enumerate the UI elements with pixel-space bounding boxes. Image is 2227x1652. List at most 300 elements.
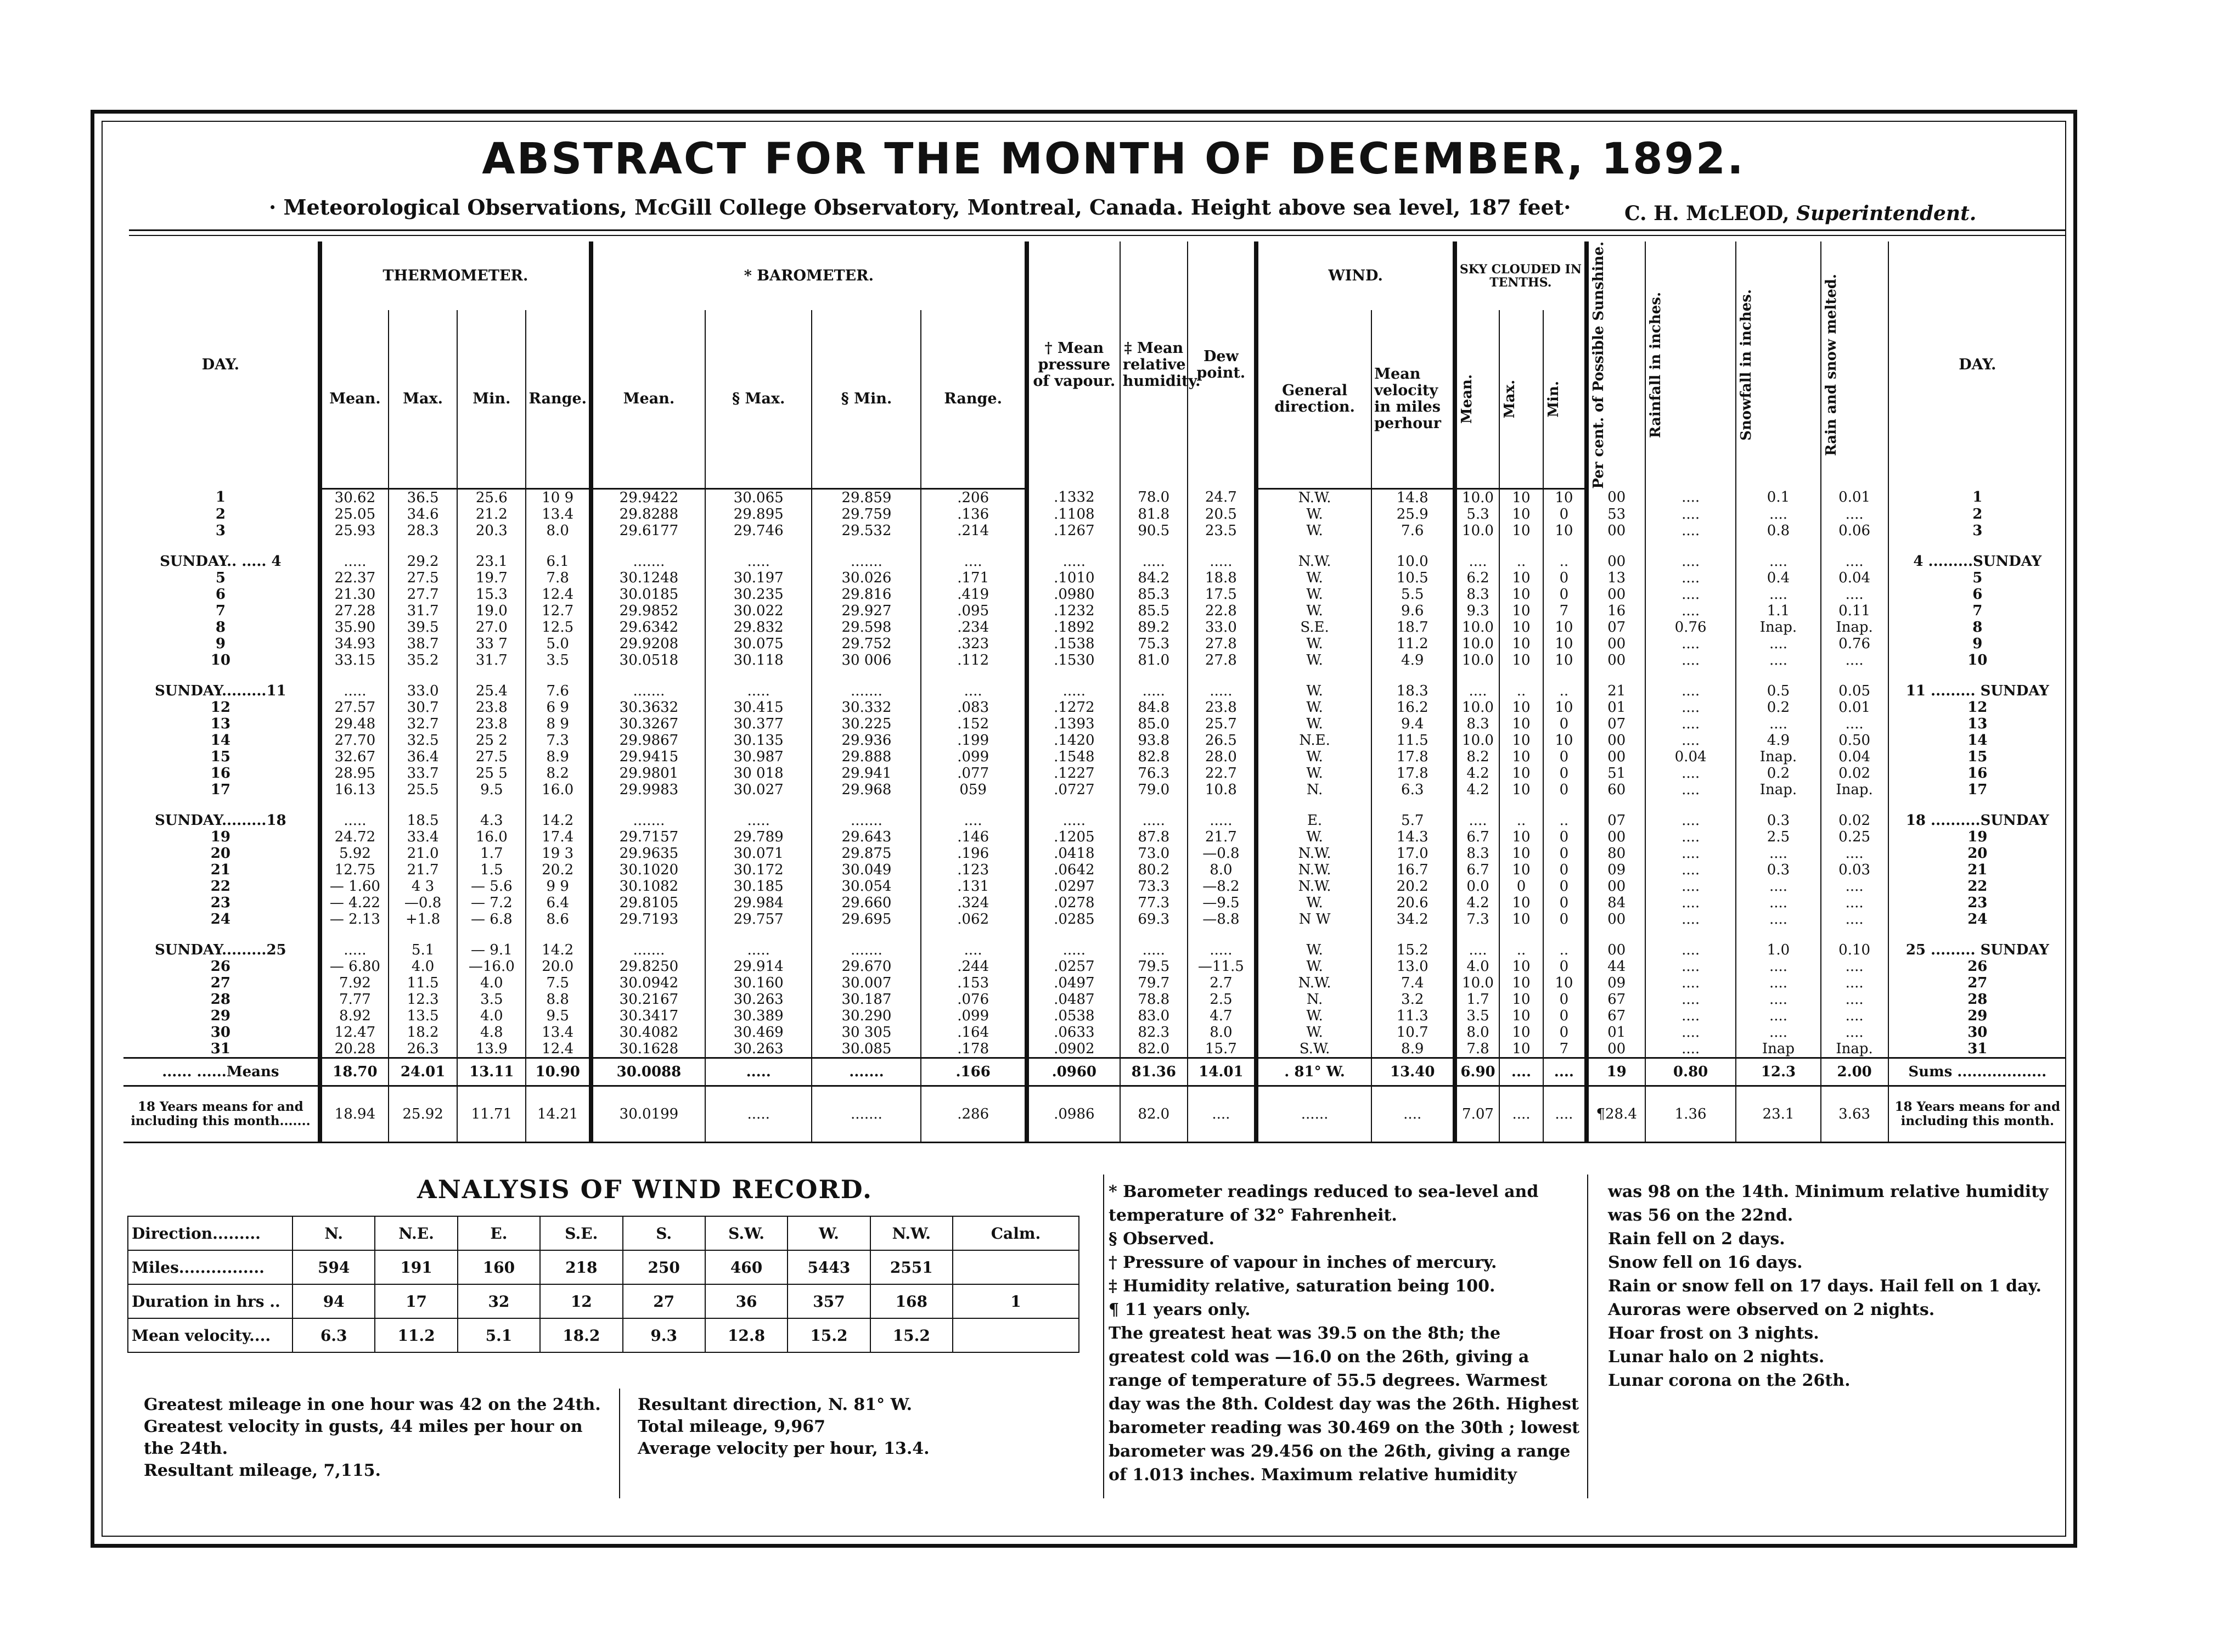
cell-rain: .... (1645, 942, 1736, 958)
cell-t-max: 35.2 (389, 652, 457, 683)
cell-melt: .... (1821, 878, 1888, 895)
cell: 30.0199 (591, 1086, 705, 1143)
wind-cell: 594 (293, 1250, 375, 1284)
cell-b-mean: 29.9208 (591, 636, 705, 652)
day-label-right: 17 (1888, 782, 2066, 812)
cell-s-min: 10 (1543, 652, 1586, 683)
cell-s-max: 10 (1499, 636, 1544, 652)
cell-vap: .0902 (1027, 1041, 1120, 1058)
cell-t-rng: 6.1 (526, 553, 591, 570)
cell-dew: 15.7 (1188, 1041, 1256, 1058)
wind-row-velocity (128, 1318, 1079, 1352)
wind-row-miles (128, 1250, 1079, 1284)
cell-t-rng: 20.2 (526, 862, 591, 878)
cell: .... (1499, 1058, 1544, 1086)
cell-b-rng: .112 (921, 652, 1026, 683)
cell-dew: —9.5 (1188, 895, 1256, 911)
cell-sun: 07 (1587, 619, 1645, 636)
wind-row-label: Mean velocity.... (128, 1318, 293, 1352)
wind-cell: 32 (458, 1284, 540, 1318)
cell-s-max: 10 (1499, 489, 1544, 507)
cell-b-max: 30.075 (705, 636, 812, 652)
cell-s-min: 0 (1543, 506, 1586, 522)
cell-dew: —0.8 (1188, 845, 1256, 862)
cell-vel: 7.6 (1371, 522, 1455, 553)
cell-hum: 89.2 (1120, 619, 1188, 636)
cell-s-min: 0 (1543, 570, 1586, 586)
cell-hum: 85.5 (1120, 603, 1188, 619)
cell-rain: .... (1645, 570, 1736, 586)
cell-t-max: 21.7 (389, 862, 457, 878)
cell-vel: 11.5 (1371, 732, 1455, 749)
wind-row-label: Direction......... (128, 1216, 293, 1250)
cell-b-rng: .206 (921, 489, 1026, 507)
cell-t-min: 9.5 (457, 782, 526, 812)
day-label: SUNDAY.........25 (155, 942, 286, 959)
cell-t-rng: 3.5 (526, 652, 591, 683)
cell-b-rng: .... (921, 942, 1026, 958)
day-label: SUNDAY.........11 (155, 683, 286, 700)
cell-b-mean: 30.0185 (591, 586, 705, 603)
avg-label: 18 Years means for and including this month....... (123, 1086, 320, 1143)
cell-b-rng: .164 (921, 1024, 1026, 1041)
cell-t-min: 25.6 (457, 489, 526, 507)
day-label: 7 (215, 603, 226, 620)
day-label-right: 22 (1888, 878, 2066, 895)
cell-rain: .... (1645, 958, 1736, 975)
day-label-right: 10 (1888, 652, 2066, 683)
cell-dir: W. (1256, 765, 1371, 782)
wind-cell: 15.2 (788, 1318, 870, 1352)
analysis-title: ANALYSIS OF WIND RECORD. (417, 1175, 873, 1204)
cell-s-mean: 8.0 (1455, 1024, 1499, 1041)
cell-snow: 1.0 (1736, 942, 1820, 958)
sums-label: Sums .................. (1888, 1058, 2066, 1086)
day-label: 31 (210, 1041, 230, 1058)
cell-vel: 14.3 (1371, 829, 1455, 845)
cell-b-max: 30.469 (705, 1024, 812, 1041)
cell-snow: .... (1736, 506, 1820, 522)
cell-dew: 33.0 (1188, 619, 1256, 636)
wind-cell: 12.8 (705, 1318, 788, 1352)
cell-t-max: 18.5 (389, 812, 457, 829)
cell-b-mean: 29.6342 (591, 619, 705, 636)
stats-mid-line: Resultant direction, N. 81° W. (638, 1395, 913, 1414)
cell-sun: 09 (1587, 975, 1645, 991)
header-sky-min-label: Min. (1545, 380, 1562, 418)
means-row (123, 1058, 2066, 1086)
cell-t-min: 25 5 (457, 765, 526, 782)
summary-body (123, 1058, 2066, 1143)
header-b-min: § Min. (812, 310, 921, 488)
cell-sun: 00 (1587, 636, 1645, 652)
cell-b-mean: 29.9867 (591, 732, 705, 749)
wind-cell: 250 (623, 1250, 705, 1284)
cell-vel: 15.2 (1371, 942, 1455, 958)
cell-t-mean: — 2.13 (320, 911, 389, 942)
cell-sun: 00 (1587, 942, 1645, 958)
table-row (123, 812, 2066, 829)
cell-melt: 0.01 (1821, 699, 1888, 716)
cell-rain: .... (1645, 782, 1736, 812)
cell-vap: .1232 (1027, 603, 1120, 619)
cell-b-max: 30 018 (705, 765, 812, 782)
cell-dew: ..... (1188, 553, 1256, 570)
cell-t-rng: 17.4 (526, 829, 591, 845)
cell-melt: .... (1821, 991, 1888, 1008)
cell-s-mean: 0.0 (1455, 878, 1499, 895)
table-row (123, 553, 2066, 570)
cell-b-max: 29.984 (705, 895, 812, 911)
cell-b-max: 30.185 (705, 878, 812, 895)
cell-vap: .1548 (1027, 749, 1120, 765)
table-row (123, 603, 2066, 619)
cell-t-mean: 20.28 (320, 1041, 389, 1058)
cell-melt: 0.01 (1821, 489, 1888, 507)
wind-row-duration (128, 1284, 1079, 1318)
cell-hum: 83.0 (1120, 1008, 1188, 1024)
cell-dew: 22.7 (1188, 765, 1256, 782)
cell-snow: Inap. (1736, 749, 1820, 765)
table-row (123, 878, 2066, 895)
cell-dew: 4.7 (1188, 1008, 1256, 1024)
cell-t-mean: — 1.60 (320, 878, 389, 895)
wind-cell (953, 1250, 1079, 1284)
day-label-right: 16 (1888, 765, 2066, 782)
cell-t-mean: 30.62 (320, 489, 389, 507)
cell-b-max: 30.027 (705, 782, 812, 812)
table-row (123, 716, 2066, 732)
cell-s-mean: 6.2 (1455, 570, 1499, 586)
cell-hum: 84.8 (1120, 699, 1188, 716)
cell-snow: 0.4 (1736, 570, 1820, 586)
cell-b-rng: .199 (921, 732, 1026, 749)
cell-t-max: 39.5 (389, 619, 457, 636)
day-label-right: 11 ......... SUNDAY (1888, 683, 2066, 699)
cell-b-min: 30 006 (812, 652, 921, 683)
cell-s-max: 10 (1499, 958, 1544, 975)
cell-hum: ..... (1120, 942, 1188, 958)
cell-snow: 0.5 (1736, 683, 1820, 699)
cell-vel: 17.8 (1371, 765, 1455, 782)
cell-b-rng: .131 (921, 878, 1026, 895)
wind-analysis-body (128, 1216, 1079, 1352)
wind-cell: 36 (705, 1284, 788, 1318)
day-label: SUNDAY.. ..... 4 (160, 553, 282, 570)
cell-b-rng: .062 (921, 911, 1026, 942)
cell-t-mean: 32.67 (320, 749, 389, 765)
cell-b-mean: 29.6177 (591, 522, 705, 553)
cell-dir: N. (1256, 782, 1371, 812)
cell-b-rng: .077 (921, 765, 1026, 782)
cell-t-rng: 8.9 (526, 749, 591, 765)
cell-dir: W. (1256, 570, 1371, 586)
day-label: 1 (215, 489, 226, 506)
cell-b-min: 30.225 (812, 716, 921, 732)
cell-b-rng: .153 (921, 975, 1026, 991)
cell-s-min: 0 (1543, 782, 1586, 812)
cell-s-max: 10 (1499, 1024, 1544, 1041)
cell-dir: W. (1256, 829, 1371, 845)
day-label-right: 5 (1888, 570, 2066, 586)
day-label-right: 30 (1888, 1024, 2066, 1041)
cell-dir: W. (1256, 683, 1371, 699)
cell-dew: 17.5 (1188, 586, 1256, 603)
cell-s-max: 10 (1499, 716, 1544, 732)
cell-b-min: 30.332 (812, 699, 921, 716)
cell-vel: 25.9 (1371, 506, 1455, 522)
cell-melt: 0.04 (1821, 749, 1888, 765)
cell-snow: .... (1736, 845, 1820, 862)
header-sky-min (1543, 310, 1586, 488)
cell-t-mean: 24.72 (320, 829, 389, 845)
cell-s-max: 10 (1499, 895, 1544, 911)
cell-dir: W. (1256, 942, 1371, 958)
cell-sun: 00 (1587, 1041, 1645, 1058)
wind-cell: 168 (870, 1284, 953, 1318)
cell-s-max: 10 (1499, 603, 1544, 619)
cell-t-mean: 7.92 (320, 975, 389, 991)
wind-cell: Calm. (953, 1216, 1079, 1250)
table-row (123, 586, 2066, 603)
table-row (123, 782, 2066, 812)
cell-sun: 00 (1587, 652, 1645, 683)
header-general-direction: General direction. (1256, 310, 1371, 488)
cell: .... (1543, 1058, 1586, 1086)
notes2-line: Auroras were observed on 2 nights. (1608, 1300, 1935, 1319)
cell-sun: 80 (1587, 845, 1645, 862)
cell-s-mean: 3.5 (1455, 1008, 1499, 1024)
header-sunshine (1587, 241, 1645, 489)
cell-b-max: 29.914 (705, 958, 812, 975)
cell-hum: 93.8 (1120, 732, 1188, 749)
cell-b-rng: .214 (921, 522, 1026, 553)
header-b-mean: Mean. (591, 310, 705, 488)
day-label: SUNDAY.........18 (155, 812, 286, 829)
cell-dir: S.W. (1256, 1041, 1371, 1058)
cell-hum: 90.5 (1120, 522, 1188, 553)
cell-vap: .0497 (1027, 975, 1120, 991)
cell-rain: 0.76 (1645, 619, 1736, 636)
cell-melt: .... (1821, 845, 1888, 862)
stats-left-line: Greatest mileage in one hour was 42 on the 24th. (144, 1395, 601, 1414)
cell-dir: W. (1256, 958, 1371, 975)
cell-b-rng: .... (921, 683, 1026, 699)
cell-t-rng: 7.5 (526, 975, 591, 991)
cell-sun: 44 (1587, 958, 1645, 975)
cell-vap: .0257 (1027, 958, 1120, 975)
cell-s-max: 10 (1499, 586, 1544, 603)
header-t-mean: Mean. (320, 310, 389, 488)
cell-t-min: 25 2 (457, 732, 526, 749)
cell: .0986 (1027, 1086, 1120, 1143)
cell-rain: .... (1645, 553, 1736, 570)
cell-t-min: 3.5 (457, 991, 526, 1008)
cell-s-mean: 4.2 (1455, 782, 1499, 812)
cell-t-mean: 34.93 (320, 636, 389, 652)
cell-t-max: 33.7 (389, 765, 457, 782)
notes2-line: Snow fell on 16 days. (1608, 1253, 1803, 1272)
cell-dir: N.W. (1256, 975, 1371, 991)
cell: 12.3 (1736, 1058, 1820, 1086)
cell-s-mean: 8.2 (1455, 749, 1499, 765)
cell-snow: 0.2 (1736, 699, 1820, 716)
cell-s-max: 10 (1499, 1008, 1544, 1024)
cell-s-max: 10 (1499, 845, 1544, 862)
cell-rain: .... (1645, 586, 1736, 603)
cell-s-min: 10 (1543, 636, 1586, 652)
cell-b-max: 30.135 (705, 732, 812, 749)
header-t-range: Range. (526, 310, 591, 488)
cell-hum: ..... (1120, 812, 1188, 829)
cell-t-rng: 20.0 (526, 958, 591, 975)
cell-dir: N.W. (1256, 845, 1371, 862)
cell-dir: N.W. (1256, 878, 1371, 895)
header-mean-velocity: Mean velocity in miles perhour (1371, 310, 1455, 488)
header-wind: WIND. (1256, 241, 1455, 310)
cell-vap: ..... (1027, 683, 1120, 699)
cell-b-mean: 30.1082 (591, 878, 705, 895)
cell-sun: 51 (1587, 765, 1645, 782)
cell-t-mean: ..... (320, 942, 389, 958)
wind-cell: E. (458, 1216, 540, 1250)
cell-t-max: 11.5 (389, 975, 457, 991)
cell-t-rng: 14.2 (526, 812, 591, 829)
avg-label-right: 18 Years means for and including this month. (1888, 1086, 2066, 1143)
cell: ..... (705, 1058, 812, 1086)
cell-s-min: 0 (1543, 895, 1586, 911)
cell-melt: 0.04 (1821, 570, 1888, 586)
wind-cell: N.E. (375, 1216, 457, 1250)
cell-s-min: 0 (1543, 1008, 1586, 1024)
cell-t-rng: 10 9 (526, 489, 591, 507)
cell-dew: —8.8 (1188, 911, 1256, 942)
cell-s-max: 10 (1499, 522, 1544, 553)
day-label: 8 (215, 619, 226, 636)
day-label: 19 (210, 829, 230, 846)
cell-s-mean: 10.0 (1455, 652, 1499, 683)
cell-t-min: 19.7 (457, 570, 526, 586)
cell-b-max: 29.832 (705, 619, 812, 636)
cell-vap: .0980 (1027, 586, 1120, 603)
cell-s-max: .. (1499, 942, 1544, 958)
cell-t-mean: 12.75 (320, 862, 389, 878)
cell-s-mean: 1.7 (1455, 991, 1499, 1008)
cell-s-max: 10 (1499, 862, 1544, 878)
cell-vap: .1530 (1027, 652, 1120, 683)
cell-b-rng: .083 (921, 699, 1026, 716)
cell-b-min: 29.643 (812, 829, 921, 845)
header-sky-max-label: Max. (1501, 380, 1518, 419)
header-day-right: DAY. (1888, 241, 2066, 489)
cell-b-rng: .171 (921, 570, 1026, 586)
day-label-right: 3 (1888, 522, 2066, 553)
table-row (123, 1008, 2066, 1024)
day-label-right: 29 (1888, 1008, 2066, 1024)
cell-t-max: 18.2 (389, 1024, 457, 1041)
cell-b-mean: 29.9801 (591, 765, 705, 782)
cell-t-min: 1.5 (457, 862, 526, 878)
cell-hum: ..... (1120, 553, 1188, 570)
cell-sun: 07 (1587, 716, 1645, 732)
cell-hum: 77.3 (1120, 895, 1188, 911)
table-row (123, 570, 2066, 586)
cell-t-rng: 9 9 (526, 878, 591, 895)
cell-dir: W. (1256, 895, 1371, 911)
cell-rain: .... (1645, 895, 1736, 911)
cell-t-min: — 6.8 (457, 911, 526, 942)
day-label: 20 (210, 845, 230, 862)
observations-table (123, 241, 2066, 1143)
cell-t-rng: 7.6 (526, 683, 591, 699)
cell-b-min: ....... (812, 812, 921, 829)
cell-b-rng: .123 (921, 862, 1026, 878)
cell-hum: 79.0 (1120, 782, 1188, 812)
cell-dir: W. (1256, 1008, 1371, 1024)
day-label-right: 18 ..........SUNDAY (1888, 812, 2066, 829)
notes2-line: Rain fell on 2 days. (1608, 1229, 1785, 1249)
cell-t-rng: 16.0 (526, 782, 591, 812)
cell: ¶28.4 (1587, 1086, 1645, 1143)
day-label: 27 (210, 975, 230, 992)
notes1-line: ‡ Humidity relative, saturation being 100. (1109, 1277, 1495, 1296)
cell: 0.80 (1645, 1058, 1736, 1086)
cell-hum: 81.8 (1120, 506, 1188, 522)
wind-cell: 9.3 (623, 1318, 705, 1352)
cell-s-min: .. (1543, 942, 1586, 958)
cell-t-rng: 5.0 (526, 636, 591, 652)
cell-b-rng: .076 (921, 991, 1026, 1008)
cell-b-mean: 29.9635 (591, 845, 705, 862)
cell-b-min: 30.007 (812, 975, 921, 991)
cell-t-max: 4.0 (389, 958, 457, 975)
cell: 13.11 (457, 1058, 526, 1086)
cell-t-min: 13.9 (457, 1041, 526, 1058)
cell-rain: .... (1645, 765, 1736, 782)
cell-t-max: —0.8 (389, 895, 457, 911)
cell-rain: .... (1645, 506, 1736, 522)
cell-snow: .... (1736, 991, 1820, 1008)
cell-melt: 0.06 (1821, 522, 1888, 553)
cell-hum: 78.8 (1120, 991, 1188, 1008)
cell-vap: .0487 (1027, 991, 1120, 1008)
cell-vap: .0727 (1027, 782, 1120, 812)
cell-dir: N.E. (1256, 732, 1371, 749)
wind-cell: S. (623, 1216, 705, 1250)
wind-cell (953, 1318, 1079, 1352)
wind-cell: 1 (953, 1284, 1079, 1318)
cell-b-min: ....... (812, 683, 921, 699)
cell-vap: .1538 (1027, 636, 1120, 652)
cell-s-max: 10 (1499, 1041, 1544, 1058)
cell-t-max: 33.0 (389, 683, 457, 699)
cell-sun: 01 (1587, 699, 1645, 716)
cell-vap: .0278 (1027, 895, 1120, 911)
cell: ..... (705, 1086, 812, 1143)
notes2-line: Lunar corona on the 26th. (1608, 1371, 1851, 1390)
cell-sun: 00 (1587, 553, 1645, 570)
cell-melt: 0.02 (1821, 765, 1888, 782)
cell-snow: 2.5 (1736, 829, 1820, 845)
header-sky-mean (1455, 310, 1499, 488)
wind-cell: S.E. (540, 1216, 622, 1250)
wind-row-directions (128, 1216, 1079, 1250)
cell-vel: 13.0 (1371, 958, 1455, 975)
cell-melt: 0.05 (1821, 683, 1888, 699)
cell-t-max: 28.3 (389, 522, 457, 553)
cell-sun: 60 (1587, 782, 1645, 812)
table-row (123, 1041, 2066, 1058)
